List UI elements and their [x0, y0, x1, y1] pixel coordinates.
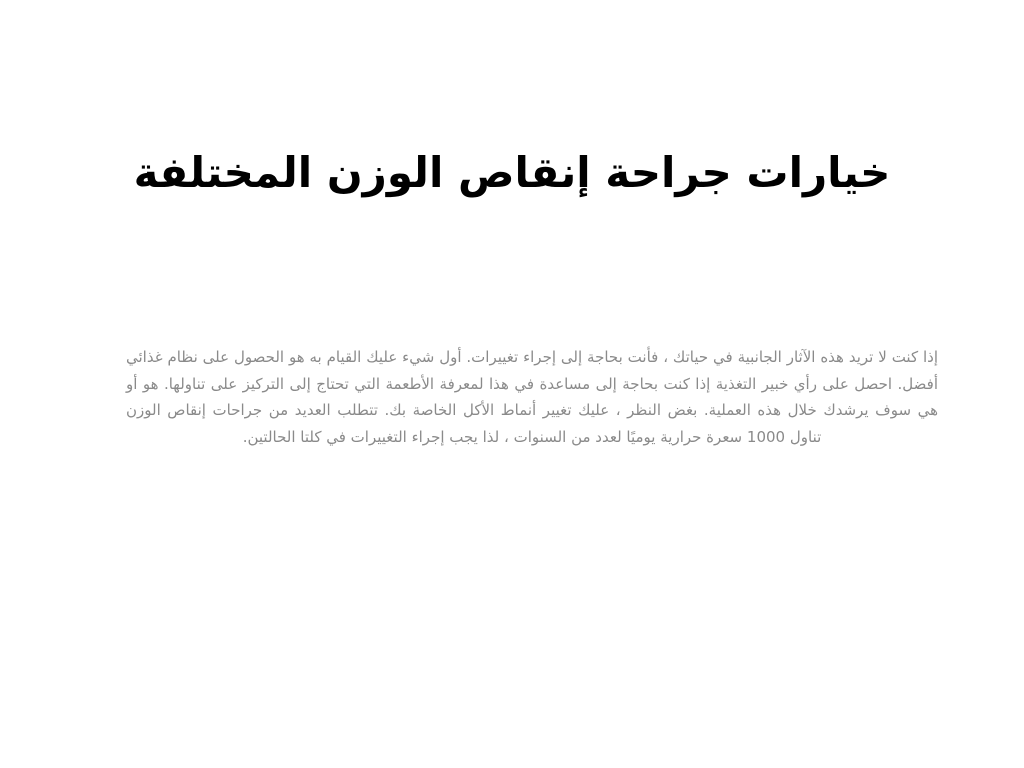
slide-body-text: إذا كنت لا تريد هذه الآثار الجانبية في حياتك ، فأنت بحاجة إلى إجراء تغييرات. أول شيء عليك القيام به هو الحصول على نظام غذائي أفضل. احصل على رأي خبير التغذية إذا كنت بحاجة إلى مساعدة في هذا لمعرفة الأطعمة التي تحتاج إلى التركيز على تناولها. هو أو هي سوف يرشدك خلال هذه العملية. بغض النظر ، عليك تغيير أنماط الأكل الخاصة بك. تتطلب العديد من جراحات إنقاص الوزن تناول 1000 سعرة حرارية يوميًا لعدد من السنوات ، لذا يجب إجراء التغييرات في كلتا الحالتين. [126, 348, 938, 446]
slide-title: خيارات جراحة إنقاص الوزن المختلفة [133, 148, 891, 197]
